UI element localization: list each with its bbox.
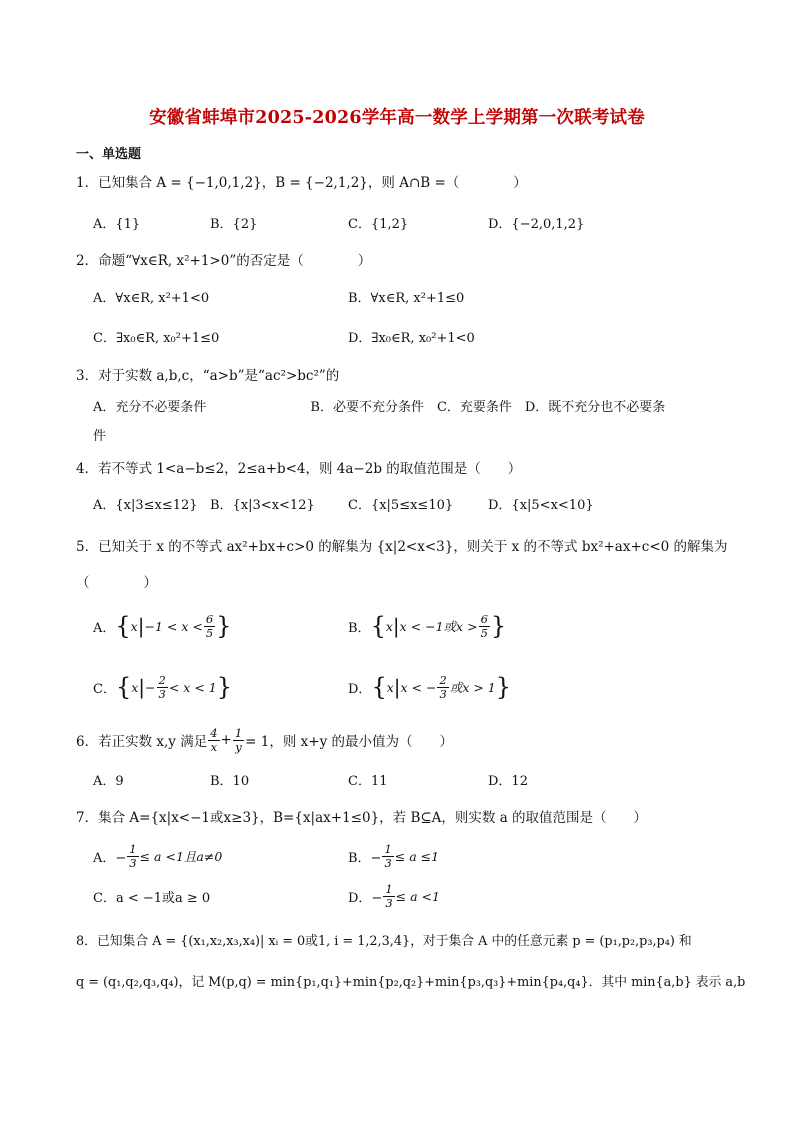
question-7-option-c: C．a < −1或a ≥ 0 bbox=[93, 891, 211, 906]
question-6-option-b: B．10 bbox=[210, 774, 250, 789]
section-heading: 一、单选题 bbox=[76, 147, 142, 162]
question-6-stem: 6．若正实数 x,y 满足 $\frac{4}{x}$ + $\frac{1}{y}$ = 1，则 x+y 的最小值为（ ） bbox=[76, 725, 453, 754]
question-5-paren: （ ） bbox=[76, 575, 157, 591]
question-1-stem: 1．已知集合 A = {−1,0,1,2}，B = {−2,1,2}，则 A∩B =（ ） bbox=[76, 175, 527, 191]
question-3-options-wrap: 件 bbox=[93, 429, 107, 444]
question-1-option-d: D．{−2,0,1,2} bbox=[488, 217, 585, 232]
question-1-option-a: A．{1} bbox=[93, 217, 141, 232]
question-6-option-d: D．12 bbox=[488, 774, 528, 789]
question-5-option-c: C． { x | − $\frac{2}{3}$ < x < 1 } bbox=[93, 672, 233, 701]
question-2-option-d: D．∃x₀∈R, x₀²+1<0 bbox=[348, 331, 475, 346]
page-title: 安徽省蚌埠市2025-2026学年高一数学上学期第一次联考试卷 bbox=[149, 108, 645, 128]
question-3-stem: 3．对于实数 a,b,c，“a>b”是“ac²>bc²”的 bbox=[76, 368, 340, 384]
question-2-stem: 2．命题“∀x∈R, x²+1>0”的否定是（ ） bbox=[76, 253, 372, 269]
question-8-line-2: q = (q₁,q₂,q₃,q₄)，记 M(p,q) = min{p₁,q₁}+min{p₂,q₂}+min{p₃,q₃}+min{p₄,q₄}．其中 min{a,b} 表示 a,b bbox=[76, 975, 746, 990]
question-5-option-a: A． { x | −1 < x < $\frac{6}{5}$ } bbox=[93, 611, 232, 640]
question-4-option-b: B．{x|3<x<12} bbox=[210, 498, 315, 513]
question-8-line-1: 8．已知集合 A = {(x₁,x₂,x₃,x₄)| xᵢ = 0或1, i = 1,2,3,4}，对于集合 A 中的任意元素 p = (p₁,p₂,p₃,p₄) 和 bbox=[76, 934, 692, 949]
question-5-option-b: B． { x | x < −1或x > $\frac{6}{5}$ } bbox=[348, 611, 507, 640]
question-4-option-a: A．{x|3≤x≤12} bbox=[93, 498, 198, 513]
question-5-option-d: D． { x | x < − $\frac{2}{3}$ 或x > 1 } bbox=[348, 672, 512, 701]
question-7-option-a: A．− $\frac{1}{3}$ ≤ a <1且a≠0 bbox=[93, 841, 223, 870]
question-4-option-c: C．{x|5≤x≤10} bbox=[348, 498, 454, 513]
question-7-stem: 7．集合 A={x|x<−1或x≥3}，B={x|ax+1≤0}，若 B⊆A，则实数 a 的取值范围是（ ） bbox=[76, 810, 648, 826]
question-6-option-a: A．9 bbox=[93, 774, 124, 789]
question-1-option-b: B．{2} bbox=[210, 217, 258, 232]
question-2-option-a: A．∀x∈R, x²+1<0 bbox=[93, 291, 210, 306]
question-4-option-d: D．{x|5<x<10} bbox=[488, 498, 594, 513]
question-3-options: A．充分不必要条件 B．必要不充分条件 C．充要条件 D．既不充分也不必要条 bbox=[93, 400, 666, 415]
question-4-stem: 4．若不等式 1<a−b≤2，2≤a+b<4，则 4a−2b 的取值范围是（ ） bbox=[76, 461, 522, 477]
question-2-option-b: B．∀x∈R, x²+1≤0 bbox=[348, 291, 465, 306]
question-2-option-c: C．∃x₀∈R, x₀²+1≤0 bbox=[93, 331, 220, 346]
question-5-stem: 5．已知关于 x 的不等式 ax²+bx+c>0 的解集为 {x|2<x<3}，则关于 x 的不等式 bx²+ax+c<0 的解集为 bbox=[76, 539, 728, 555]
question-1-option-c: C．{1,2} bbox=[348, 217, 409, 232]
question-7-option-d: D．− $\frac{1}{3}$ ≤ a <1 bbox=[348, 881, 440, 910]
question-6-option-c: C．11 bbox=[348, 774, 388, 789]
question-7-option-b: B．− $\frac{1}{3}$ ≤ a ≤1 bbox=[348, 841, 440, 870]
